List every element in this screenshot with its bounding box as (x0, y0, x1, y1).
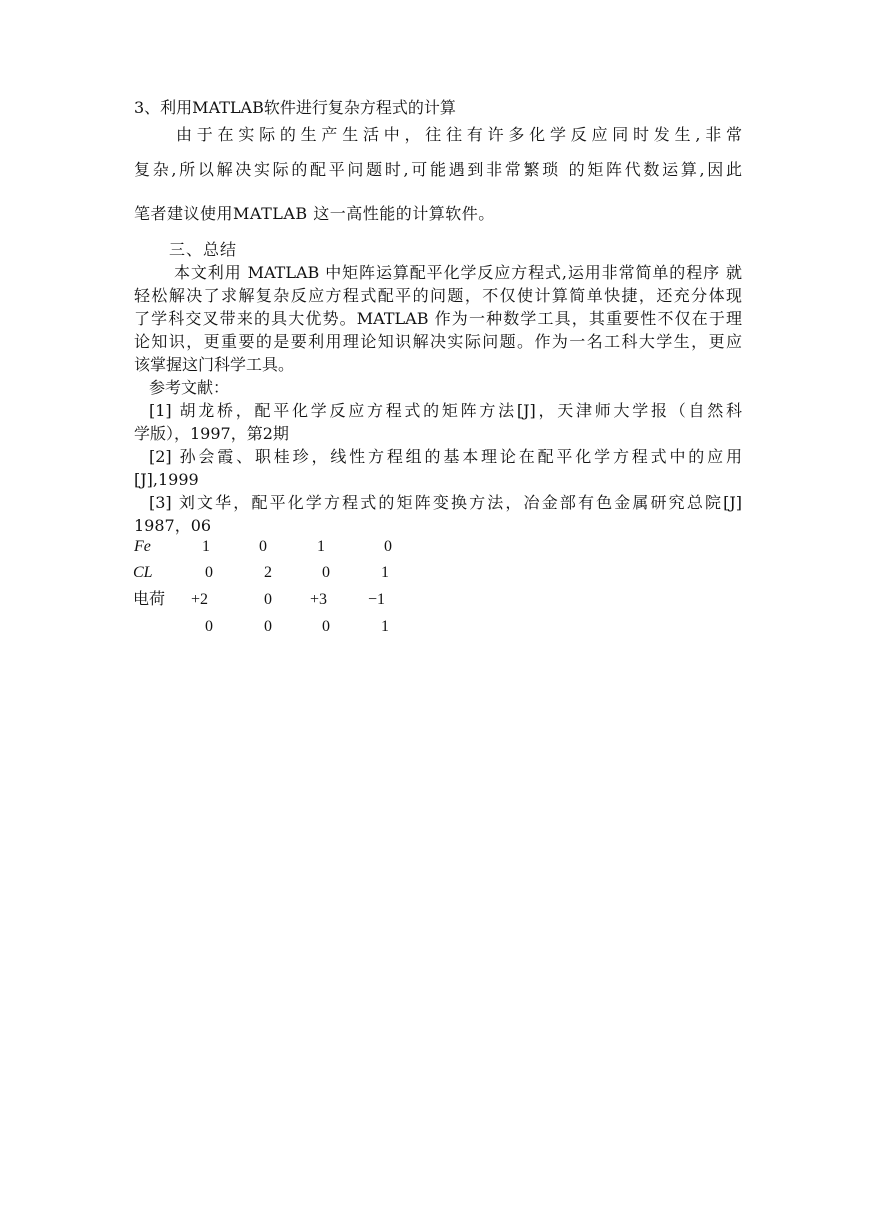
matrix-cell: +3 (310, 591, 328, 608)
matrix-row-label: 电荷 (133, 591, 166, 608)
matrix-cell: 0 (264, 618, 272, 635)
reference-2-line-1: [2] 孙会霞、职桂珍，线性方程组的基本理论在配平化学方程式中的应用 (149, 447, 742, 466)
reference-3-line-1: [3] 刘文华，配平化学方程式的矩阵变换方法，冶金部有色金属研究总院[J] (149, 493, 742, 512)
summary-line-5: 该掌握这门科学工具。 (134, 355, 295, 374)
section3-line-3: 笔者建议使用MATLAB 这一高性能的计算软件。 (134, 204, 495, 223)
summary-heading: 三、总结 (169, 240, 238, 259)
matrix-row-label: Fe (134, 538, 151, 555)
matrix-cell: 2 (264, 564, 272, 581)
matrix-cell: −1 (368, 591, 386, 608)
matrix-cell: 1 (317, 538, 325, 555)
matrix-cell: 0 (322, 564, 330, 581)
reference-1-line-1: [1] 胡龙桥，配平化学反应方程式的矩阵方法[J]，天津师大学报（自然科 (149, 401, 742, 420)
summary-line-1: 本文利用 MATLAB 中矩阵运算配平化学反应方程式,运用非常简单的程序 就 (174, 263, 742, 282)
matrix-cell: 0 (322, 618, 330, 635)
matrix-cell: 1 (381, 618, 389, 635)
matrix-cell: 0 (384, 538, 392, 555)
matrix-cell: +2 (191, 591, 209, 608)
summary-line-4: 论知识，更重要的是要利用理论知识解决实际问题。作为一名工科大学生，更应 (134, 332, 742, 351)
section3-line-2: 复杂,所以解决实际的配平问题时,可能遇到非常繁琐 的矩阵代数运算,因此 (134, 160, 742, 179)
matrix-row-label: CL (133, 564, 153, 581)
matrix-cell: 0 (205, 618, 213, 635)
reference-2-line-2: [J],1999 (134, 470, 199, 489)
matrix-cell: 0 (205, 564, 213, 581)
section3-heading: 3、利用MATLAB软件进行复杂方程式的计算 (134, 98, 456, 117)
matrix-cell: 0 (259, 538, 267, 555)
matrix-cell: 0 (264, 591, 272, 608)
reference-1-line-2: 学版），1997，第2期 (134, 424, 289, 443)
section3-line-1: 由于在实际的生产生活中，往往有许多化学反应同时发生,非常 (176, 125, 742, 144)
summary-line-2: 轻松解决了求解复杂反应方程式配平的问题，不仅使计算简单快捷，还充分体现 (134, 286, 742, 305)
summary-line-3: 了学科交叉带来的具大优势。MATLAB 作为一种数学工具，其重要性不仅在于理 (134, 309, 742, 328)
reference-3-line-2: 1987，06 (134, 516, 212, 535)
matrix-cell: 1 (381, 564, 389, 581)
matrix-cell: 1 (202, 538, 210, 555)
references-heading: 参考文献： (149, 378, 230, 397)
